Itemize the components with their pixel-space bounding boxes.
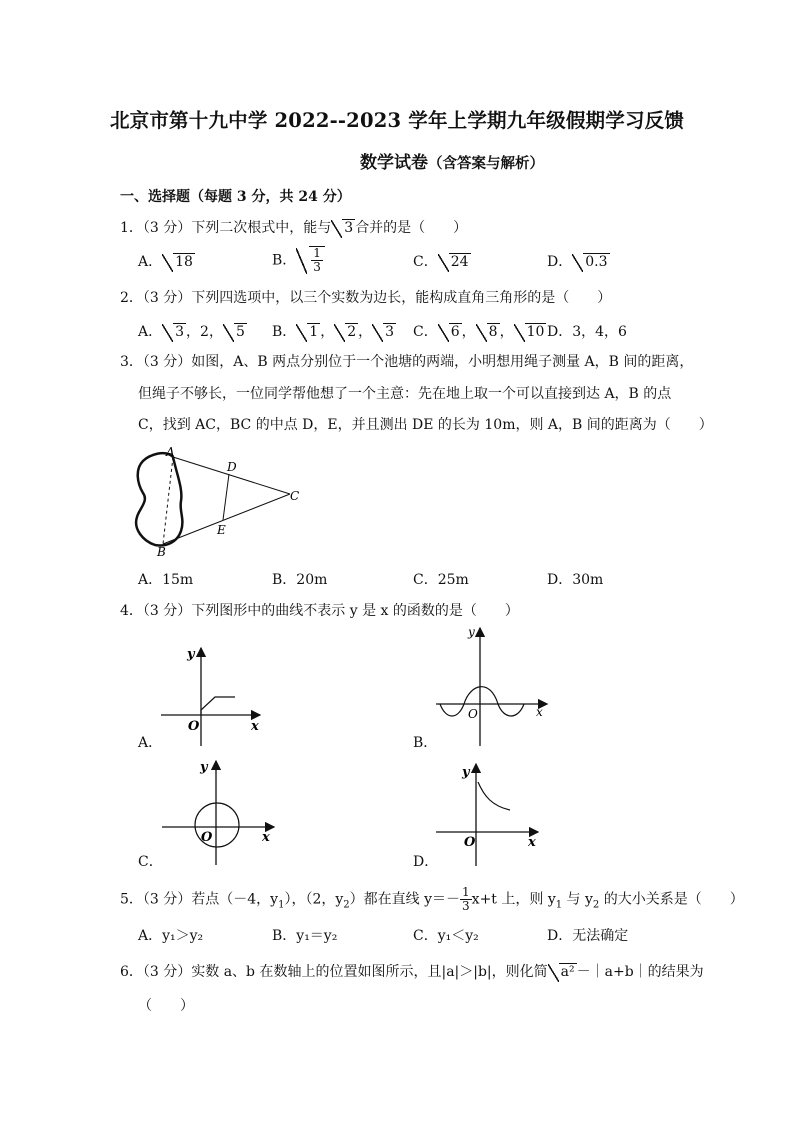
q4-option-c-label: C．	[138, 854, 163, 870]
radicand: 3	[385, 324, 395, 340]
option-radical	[334, 322, 358, 342]
option-radical	[438, 322, 462, 342]
option-radical	[296, 322, 320, 342]
document-subtitle	[360, 148, 544, 173]
q1-stem-radical	[331, 218, 355, 238]
subscript: 1	[555, 899, 563, 911]
q3-option-a: A．15m	[138, 572, 194, 588]
q4-graph-c	[158, 757, 283, 867]
question-4-stem: 4．（3 分）下列图形中的曲线不表示 y 是 x 的函数的是（ ）	[120, 603, 519, 619]
option-radical	[572, 252, 609, 272]
q3-option-c: C．25m	[413, 572, 469, 588]
q5-stem-part: x+t 上，则 y	[471, 891, 556, 908]
q6-stem-part: 6．（3 分）实数 a、b 在数轴上的位置如图所示，且|a|＞|b|，则化简	[120, 964, 548, 980]
origin-label: O	[188, 719, 200, 734]
y-axis-label: y	[468, 625, 475, 639]
option-label: D．	[547, 254, 573, 270]
q1-option-b	[272, 246, 325, 274]
x-axis-label: x	[251, 719, 259, 734]
y-axis-label: y	[187, 647, 195, 662]
line-ab-dashed	[163, 457, 173, 544]
option-radical	[296, 246, 325, 274]
radicand: 18	[175, 254, 193, 270]
radicand: 2	[347, 324, 357, 340]
subscript: 2	[343, 899, 350, 911]
pond-outline	[136, 453, 182, 545]
option-radical	[372, 322, 396, 342]
option-radical	[223, 322, 247, 342]
subscript: 1	[278, 899, 285, 911]
q1-option-c	[413, 252, 471, 272]
radicand: 3	[344, 220, 354, 236]
q5-option-a: A．y₁＞y₂	[138, 928, 204, 944]
point-b-label: B	[157, 545, 166, 559]
subtitle-main: 数学试卷	[360, 153, 428, 173]
radicand: 1	[309, 324, 319, 340]
q5-stem-part: 与 y	[562, 891, 593, 908]
question-5-stem	[120, 886, 744, 915]
q5-option-c: C．y₁＜y₂	[413, 928, 479, 944]
question-3-line-3: C，找到 AC，BC 的中点 D，E，并且测出 DE 的长为 10m，则 A，B 间的距离为（ ）	[138, 417, 713, 433]
x-axis-label: x	[536, 705, 543, 719]
radicand: 0.3	[585, 254, 608, 270]
section-heading: 一、选择题（每题 3 分，共 24 分）	[120, 189, 351, 205]
q5-fraction	[460, 886, 472, 913]
origin-label: O	[464, 835, 476, 850]
q5-option-d: D．无法确定	[547, 928, 629, 944]
q1-option-d	[547, 252, 610, 272]
option-value: 3，4，6	[572, 324, 627, 340]
option-label: D．	[547, 324, 573, 340]
q5-stem-part: ），（2，y	[284, 891, 344, 908]
q5-stem-part: 的大小关系是（ ）	[599, 891, 744, 908]
option-radical	[514, 322, 547, 342]
origin-label: O	[468, 707, 478, 721]
question-1-stem	[120, 218, 467, 238]
radicand: 6	[450, 324, 460, 340]
radicand: 10	[526, 324, 545, 340]
q3-option-b: B．20m	[272, 572, 328, 588]
origin-label: O	[201, 830, 213, 845]
question-2-stem: 2．（3 分）下列四选项中，以三个实数为边长，能构成直角三角形的是（ ）	[120, 290, 612, 306]
curve	[201, 697, 235, 714]
question-6-stem	[120, 962, 704, 982]
q4-graph-a	[155, 640, 270, 750]
curve	[440, 687, 524, 716]
y-axis-label: y	[200, 760, 208, 775]
option-label: B．	[272, 252, 297, 269]
q3-option-d: D．30m	[547, 572, 604, 588]
option-label: C．	[413, 324, 438, 340]
q1-stem-part: 1．（3 分）下列二次根式中，能与	[120, 220, 332, 236]
q5-option-b: B．y₁＝y₂	[272, 928, 338, 944]
q4-option-d-label: D．	[413, 854, 439, 870]
curve	[478, 782, 510, 810]
subscript: 2	[592, 899, 600, 911]
q5-stem-part: 5．（3 分）若点（－4，y	[120, 891, 279, 908]
q1-option-a	[138, 252, 195, 272]
subtitle-note: （含答案与解析）	[428, 155, 544, 172]
q2-option-d	[547, 322, 627, 342]
radicand: 8	[488, 324, 498, 340]
x-axis-label: x	[262, 830, 270, 845]
q6-stem-part: －｜a+b｜的结果为	[576, 964, 704, 980]
point-d-label: D	[227, 460, 237, 474]
q3-pond-figure	[125, 443, 315, 563]
q1-stem-part: 合并的是（ ）	[355, 220, 468, 236]
option-label: A．	[138, 324, 163, 340]
fraction-denominator: 3	[462, 899, 470, 913]
point-e-label: E	[217, 523, 226, 537]
fraction-denominator: 3	[313, 260, 321, 274]
option-radical	[162, 252, 195, 272]
radicand: 5	[235, 324, 245, 340]
fraction	[311, 247, 323, 274]
document-title: 北京市第十九中学 2022--2023 学年上学期九年级假期学习反馈	[109, 109, 685, 132]
point-c-label: C	[290, 489, 300, 503]
point-a-label: A	[166, 445, 175, 459]
question-3-line-2: 但绳子不够长，一位同学帮他想了一个主意：先在地上取一个可以直接到达 A，B 的点	[138, 386, 672, 402]
q2-option-a: A． 3 ，2， 5	[138, 324, 245, 340]
option-radical	[438, 252, 471, 272]
question-6-line-2: （ ）	[138, 998, 194, 1014]
q2-option-b: B． 1 ， 2 ， 3	[272, 324, 395, 340]
q4-graph-b	[432, 622, 557, 747]
y-axis-label: y	[462, 765, 470, 780]
q5-stem-part: ）都在直线 y＝－	[349, 891, 461, 908]
q4-option-b-label: B．	[413, 735, 438, 751]
option-label: C．	[413, 254, 438, 270]
radicand: 24	[450, 254, 469, 270]
q4-graph-d	[432, 760, 547, 868]
option-radical	[162, 322, 186, 342]
x-axis-label: x	[528, 835, 536, 850]
option-value: 2	[200, 324, 209, 340]
fraction-numerator: 1	[462, 885, 470, 899]
question-3-line-1: 3．（3 分）如图，A、B 两点分别位于一个池塘的两端，小明想用绳子测量 A，B 间的距离，	[120, 354, 694, 370]
line-de	[223, 474, 229, 520]
q4-option-a-label: A．	[138, 735, 163, 751]
option-label: B．	[272, 324, 297, 340]
option-label: A．	[138, 254, 163, 270]
q2-option-c: C． 6 ， 8 ， 10	[413, 324, 545, 340]
fraction-numerator: 1	[313, 246, 321, 260]
radicand: a²	[560, 964, 575, 980]
radicand: 3	[175, 324, 185, 340]
option-radical	[476, 322, 500, 342]
q6-radical	[548, 962, 577, 982]
